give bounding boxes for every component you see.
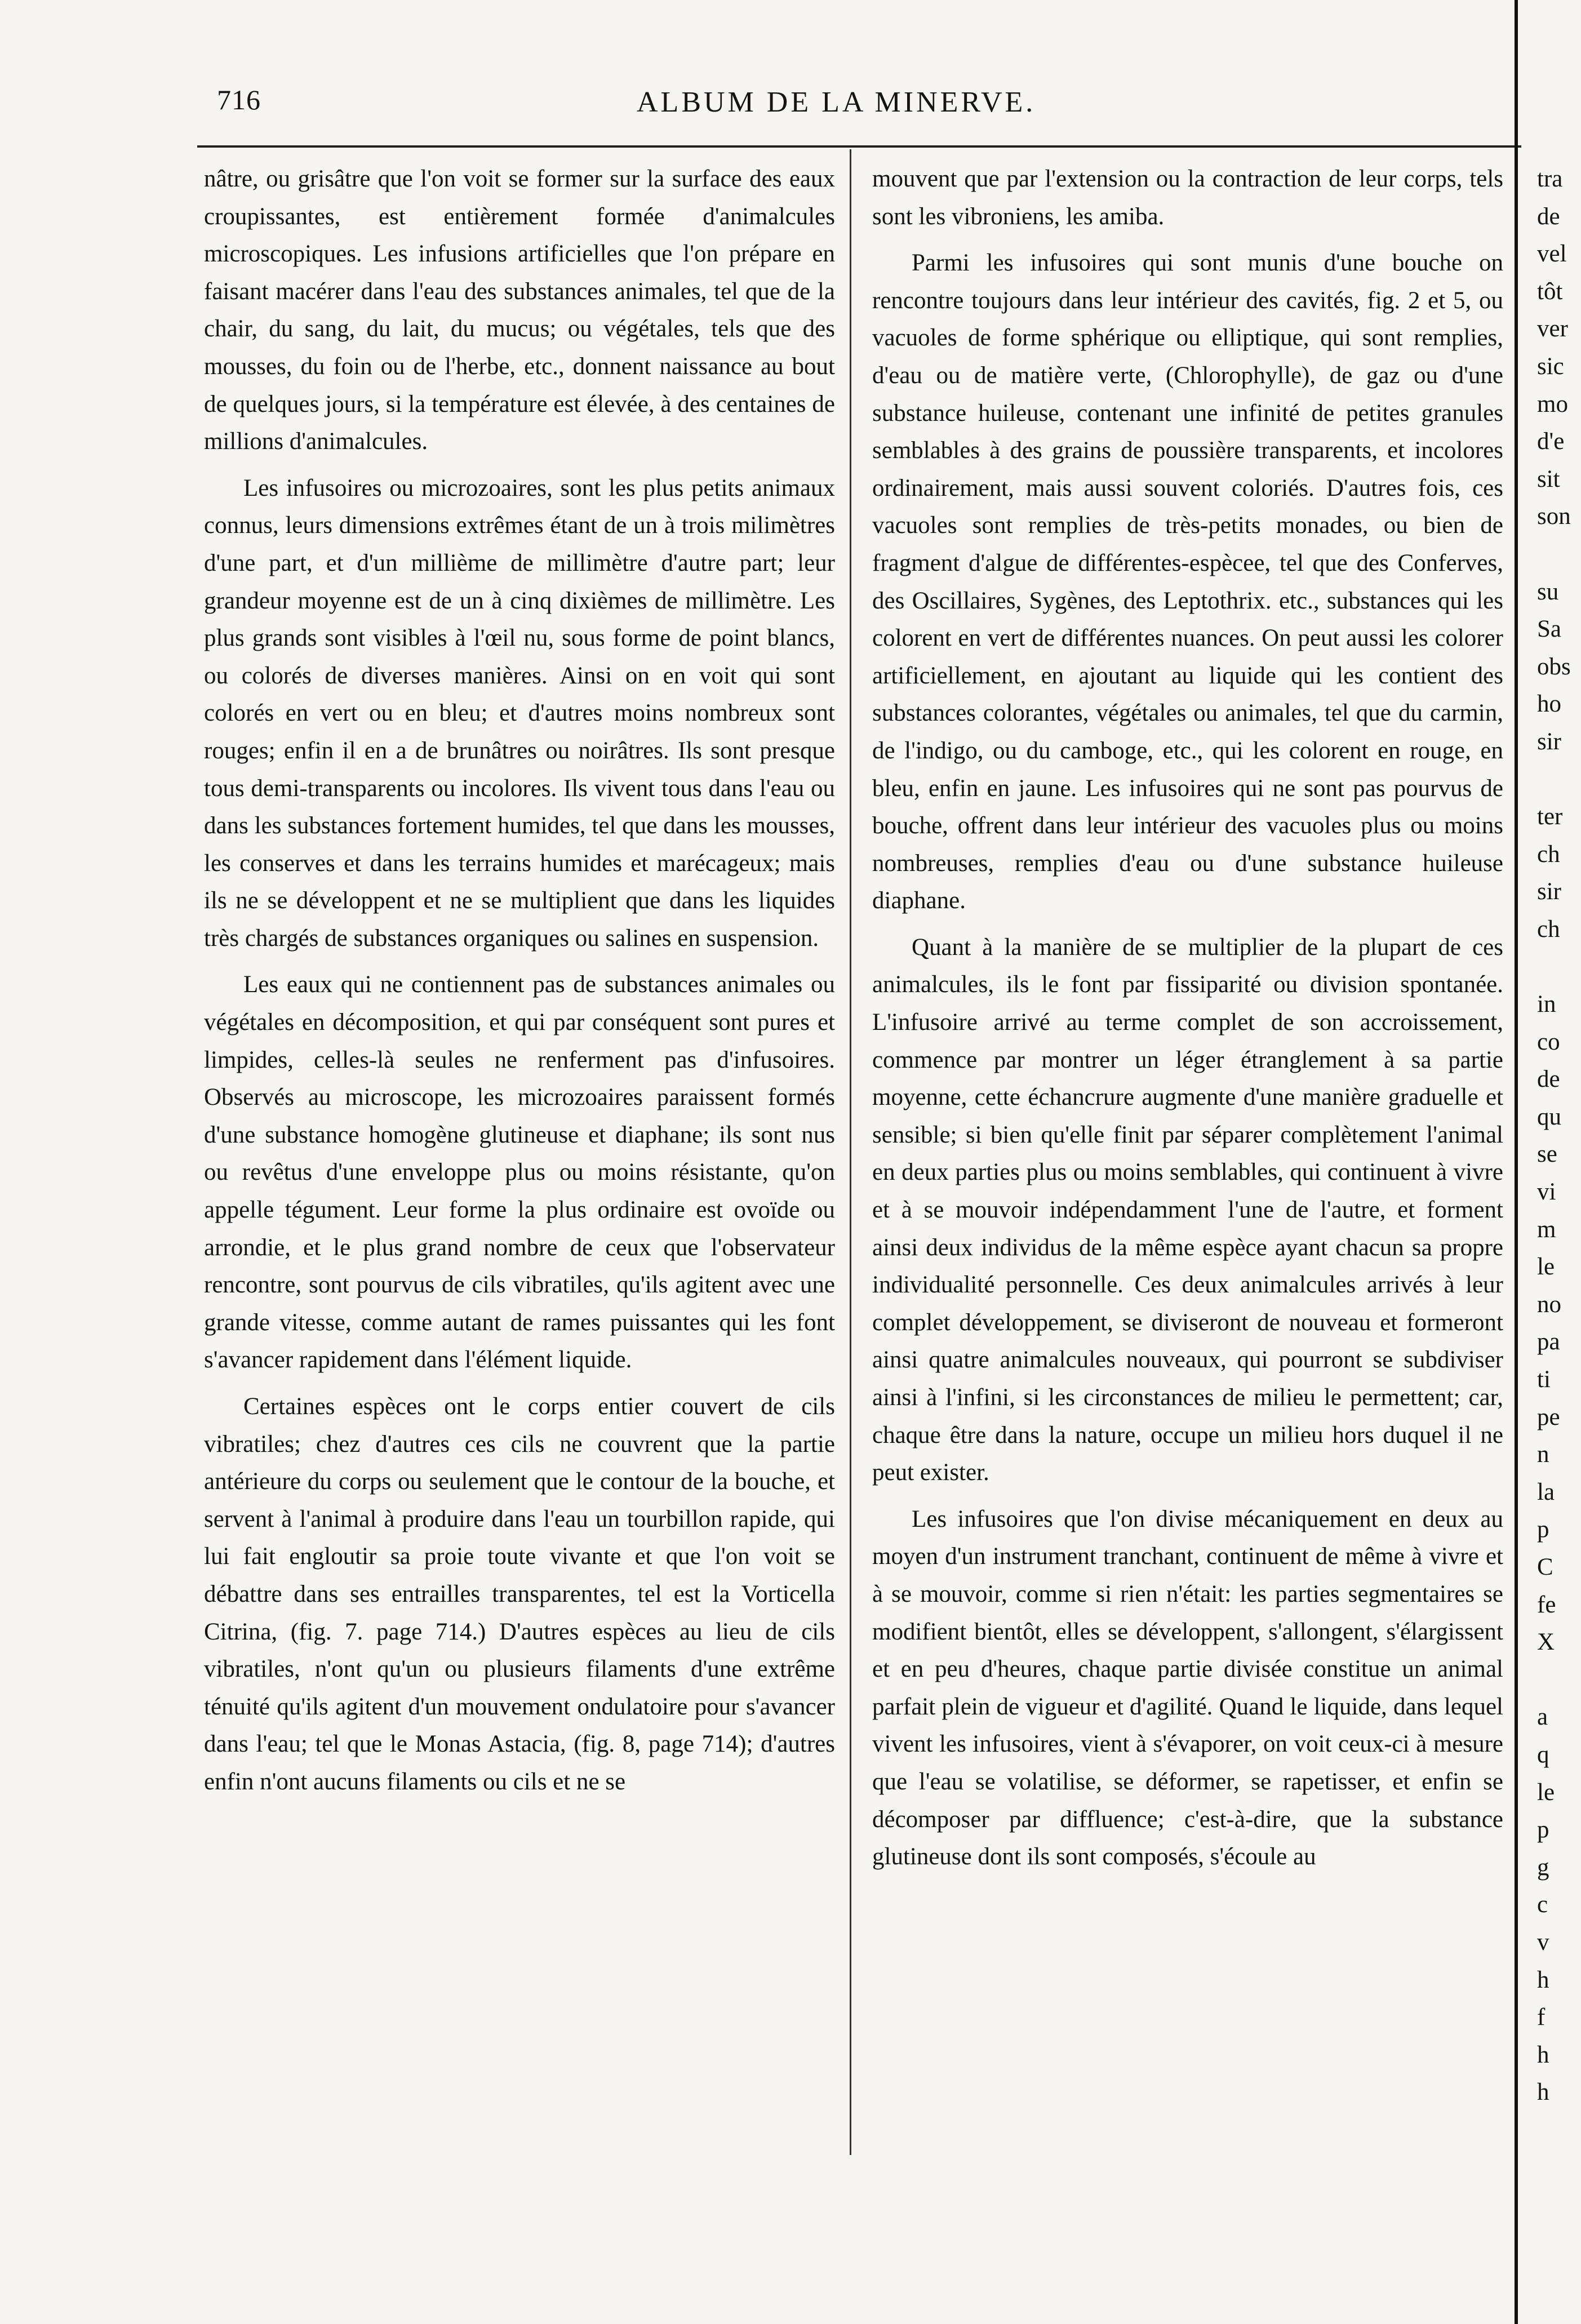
fragment-line: se <box>1537 1141 1557 1168</box>
fragment-line: h <box>1537 2041 1549 2068</box>
fragment-line: de <box>1537 203 1560 230</box>
fragment-line: sir <box>1537 728 1561 755</box>
fragment-line: de <box>1537 1066 1560 1093</box>
right-column <box>872 161 1503 1885</box>
fragment-line: su <box>1537 578 1559 605</box>
fragment-line <box>1537 536 1581 574</box>
fragment-line: a <box>1537 1704 1548 1731</box>
paragraph: Les eaux qui ne contiennent pas de substances animales ou végétales en décomposition, et qui par conséquent sont pures et limpides, celles-là seules ne renferment pas d'infusoires. Observés au microscope, les microzoaires paraissent formés d'une substance homogène glutineuse et diaphane; ils sont nus ou revêtus d'une enveloppe plus ou moins résistante, qu'on appelle tégument. Leur forme la plus ordinaire est ovoïde ou arrondie, et le plus grand nombre de ceux que l'observateur rencontre, sont pourvus de cils vibratiles, qu'ils agitent avec une grande vitesse, comme autant de rames puissantes qui les font s'avancer rapidement dans l'élément liquide. <box>204 971 835 1374</box>
fragment-line: pa <box>1537 1328 1560 1356</box>
paragraph: Les infusoires ou microzoaires, sont les plus petits animaux connus, leurs dimensions extrêmes étant de un à trois milimètres d'une part, et d'un millième de millimètre d'autre part; leur grandeur moyenne est de un à cinq dixièmes de millimètre. Les plus grands sont visibles à l'œil nu, sous forme de point blancs, ou colorés de diverses manières. Ainsi on en voit qui sont colorés en vert ou en bleu; et d'autres moins nombreux sont rouges; enfin il en a de brunâtres ou noirâtres. Ils sont presque tous demi-transparents ou incolores. Ils vivent tous dans l'eau ou dans les substances fortement humides, tel que dans les mousses, les conserves et dans les terrains humides et marécageux; mais ils ne se développent et ne se multiplient que dans les liquides très chargés de substances organiques ou salines en suspension. <box>204 474 835 952</box>
page-edge-rule <box>1515 0 1518 2324</box>
paragraph: Les infusoires que l'on divise mécaniquement en deux au moyen d'un instrument tranchant, continuent de même à vivre et à se mouvoir, comme si rien n'était: les parties segmentaires se modifient bientôt, elles se développent, s'allongent, s'élargissent et en peu d'heures, chaque partie divisée constitue un animal parfait plein de vigueur et d'agilité. Quand le liquide, dans lequel vivent les infusoires, vient à s'évaporer, on voit ceux-ci à mesure que l'eau se volatilise, se déformer, se rapetisser, et enfin se décomposer par diffluence; c'est-à-dire, que la substance glutineuse dont ils sont composés, s'écoule au <box>872 1505 1503 1870</box>
fragment-line: g <box>1537 1854 1549 1881</box>
fragment-line: le <box>1537 1779 1555 1806</box>
running-head: ALBUM DE LA MINERVE. <box>637 86 1036 118</box>
fragment-line: no <box>1537 1291 1561 1318</box>
paragraph: nâtre, ou grisâtre que l'on voit se former sur la surface des eaux croupissantes, est entièrement formée d'animalcules microscopiques. Les infusions artificielles que l'on prépare en faisant macérer dans l'eau des substances animales, tel que de la chair, du sang, du lait, du mucus; ou végétales, tels que des mousses, du foin ou de l'herbe, etc., donnent naissance au bout de quelques jours, si la température est élevée, à des centaines de millions d'animalcules. <box>204 166 835 455</box>
fragment-line: co <box>1537 1028 1560 1055</box>
fragment-line: sir <box>1537 878 1561 905</box>
header-rule <box>197 145 1521 148</box>
fragment-line: le <box>1537 1254 1555 1281</box>
fragment-line: c <box>1537 1891 1548 1918</box>
fragment-line: d'e <box>1537 428 1565 455</box>
fragment-line: qu <box>1537 1103 1561 1130</box>
fragment-line: mo <box>1537 390 1568 417</box>
page-number: 716 <box>217 84 261 115</box>
fragment-line <box>1537 948 1581 986</box>
fragment-line: p <box>1537 1816 1549 1843</box>
fragment-line: m <box>1537 1216 1556 1243</box>
fragment-line: sit <box>1537 465 1560 492</box>
fragment-line: son <box>1537 503 1571 530</box>
fragment-line: ver <box>1537 316 1568 343</box>
fragment-line: tôt <box>1537 278 1563 305</box>
fragment-line: vi <box>1537 1179 1556 1206</box>
left-column <box>204 161 835 1810</box>
fragment-line: h <box>1537 1966 1549 1993</box>
fragment-line: p <box>1537 1516 1549 1543</box>
fragment-line: ter <box>1537 803 1563 830</box>
fragment-line: vel <box>1537 241 1567 268</box>
fragment-line: v <box>1537 1928 1549 1956</box>
fragment-line: Sa <box>1537 616 1561 643</box>
paragraph: Certaines espèces ont le corps entier couvert de cils vibratiles; chez d'autres ces cils ne couvrent que la partie antérieure du corps ou seulement que le contour de la bouche, et servent à l'animal à produire dans l'eau un tourbillon rapide, qui lui fait engloutir sa proie toute vivante et que l'on voit se débattre dans ses entrailles transparentes, tel est la Vorticella Citrina, (fig. 7. page 714.) D'autres espèces au lieu de cils vibratiles, n'ont qu'un ou plusieurs filaments d'une extrême ténuité qu'ils agitent d'un mouvement ondulatoire pour s'avancer dans l'eau; tel que le Monas Astacia, (fig. 8, page 714); d'autres enfin n'ont aucuns filaments ou cils et ne se <box>204 1393 835 1795</box>
fragment-line: q <box>1537 1741 1549 1768</box>
paragraph: mouvent que par l'extension ou la contraction de leur corps, tels sont les vibroniens, les amiba. <box>872 166 1503 230</box>
fragment-line: ho <box>1537 691 1561 718</box>
facing-page-fragments <box>1537 161 1581 2112</box>
fragment-line: ch <box>1537 841 1560 868</box>
fragment-line: sic <box>1537 353 1564 380</box>
paragraph: Quant à la manière de se multiplier de la plupart de ces animalcules, ils le font par fissiparité ou division spontanée. L'infusoire arrivé au terme complet de son accroissement, commence par montrer un léger étranglement à sa partie moyenne, cette échancrure augmente d'une manière graduelle et sensible; si bien qu'elle finit par séparer complètement l'animal en deux parties plus ou moins semblables, qui continuent à vivre et à se mouvoir indépendamment l'une de l'autre, et forment ainsi deux individus de la même espèce ayant chacun sa propre individualité personnelle. Ces deux animalcules arrivés à leur complet développement, se diviseront de nouveau et formeront ainsi quatre animalcules nouveaux, qui pourront se subdiviser ainsi à l'infini, si les circonstances de milieu le permettent; car, chaque être dans la nature, occupe un milieu hors duquel il ne peut exister. <box>872 934 1503 1486</box>
fragment-line: pe <box>1537 1403 1560 1430</box>
paragraph: Parmi les infusoires qui sont munis d'une bouche on rencontre toujours dans leur intérieur des cavités, fig. 2 et 5, ou vacuoles de forme sphérique ou elliptique, qui sont remplies, d'eau ou de matière verte, (Chlorophylle), de gaz ou d'une substance huileuse, contenant une infinité de petites granules semblables à des grains de poussière transparents, et incolores ordinairement, mais aussi souvent coloriés. D'autres fois, ces vacuoles sont remplies de très-petits monades, ou bien de fragment d'algue de différentes-espècee, tel que des Conferves, des Oscillaires, Sygènes, des Leptothrix. etc., substances qui les colorent en vert de différentes nuances. On peut aussi les colorer artificiellement, en ajoutant au liquide qui les contient des substances colorantes, végétales ou animales, tel que du carmin, de l'indigo, ou du camboge, etc., qui les colorent en rouge, en bleu, enfin en jaune. Les infusoires qui ne sont pas pourvus de bouche, offrent dans leur intérieur des vacuoles plus ou moins nombreuses, remplies d'eau ou d'une substance huileuse diaphane. <box>872 250 1503 914</box>
fragment-line <box>1537 761 1581 799</box>
fragment-line: n <box>1537 1441 1549 1468</box>
fragment-line: X <box>1537 1629 1555 1656</box>
fragment-line: obs <box>1537 653 1571 680</box>
fragment-line: h <box>1537 2079 1549 2106</box>
fragment-line: fe <box>1537 1591 1556 1618</box>
fragment-line: ch <box>1537 916 1560 943</box>
fragment-line: C <box>1537 1553 1553 1580</box>
fragment-line: f <box>1537 2004 1546 2031</box>
column-divider <box>850 149 851 2155</box>
fragment-line: la <box>1537 1478 1555 1505</box>
fragment-line: ti <box>1537 1366 1551 1393</box>
fragment-line <box>1537 1661 1581 1699</box>
fragment-line: in <box>1537 991 1556 1018</box>
fragment-line: tra <box>1537 166 1563 192</box>
